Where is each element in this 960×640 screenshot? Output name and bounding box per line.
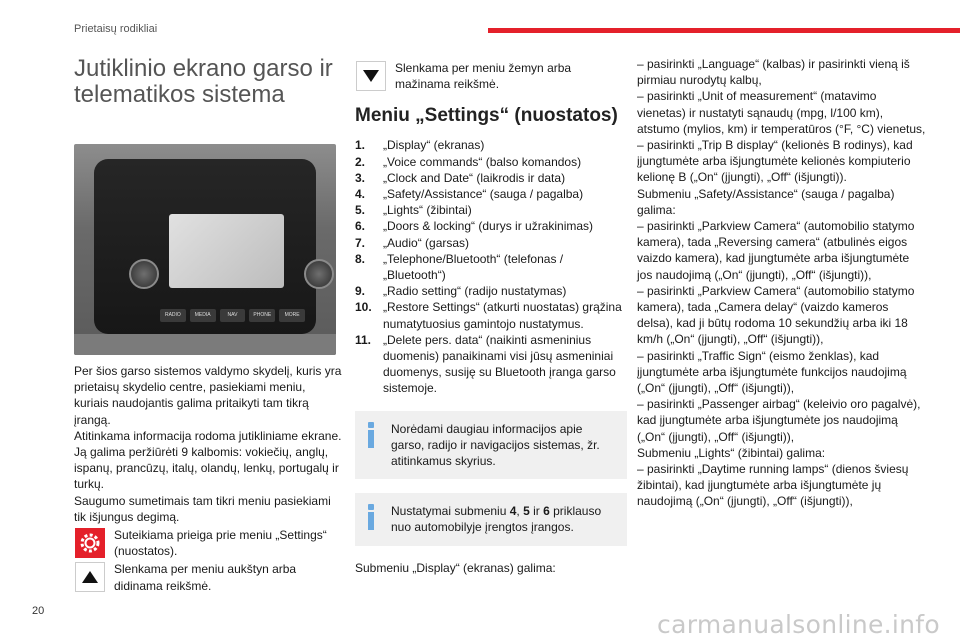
note-text: Nustatymai submeniu 4, 5 ir 6 priklauso nuo automobilyje įrengtos įrangos.: [391, 504, 602, 535]
dashboard-panel: [94, 159, 316, 334]
list-item: 9. „Radio setting“ (radijo nustatymas): [355, 284, 567, 299]
submenu-display-intro: Submeniu „Display“ (ekranas) galima:: [355, 560, 556, 575]
panel-buttons: [160, 309, 305, 322]
tune-knob: [304, 259, 334, 289]
watermark: carmanualsonline.info: [657, 610, 940, 639]
arrow-up-icon: [74, 561, 106, 593]
icon-row-scroll-down: [355, 60, 627, 92]
list-item: 5. „Lights“ (žibintai): [355, 203, 472, 218]
list-item: 7. „Audio“ (garsas): [355, 235, 470, 250]
column-1: [74, 56, 342, 594]
panel-lower-trim: [74, 334, 336, 355]
note-text: Norėdami daugiau informacijos apie garso, radijo ir navigacijos sistemas, žr. atitinkamus skyrius.: [391, 421, 600, 469]
column-2: [355, 56, 627, 576]
audio-panel-photo: [74, 144, 336, 355]
list-item: 2. „Voice commands“ (balso komandos): [355, 154, 582, 169]
page-number: 20: [32, 605, 45, 617]
settings-menu-list: [355, 137, 627, 396]
panel-button: RADIO: [160, 309, 186, 322]
panel-button: MEDIA: [190, 309, 216, 322]
intro-paragraph: Per šios garso sistemos valdymo skydelį, kuris yra prietaisų skydelio centre, pasiekiami meniu, kuriais naudojantis galima pritaikyti tam tikrą įrangą. Atitinkama informacija rodoma jutikliniame ekrane. Ją galima peržiūrėti 9 kalbomis: vokiečių, anglų, ispanų, prancūzų, italų, olandų, lenkų, portugalų ir turkų. Saugumo sumetimais tam tikri meniu pasiekiami tik išjungus degimą.: [74, 364, 342, 524]
panel-button: NAV: [220, 309, 246, 322]
info-note-equipment: [355, 493, 627, 545]
scroll-up-description: Slenkama per meniu aukštyn arba didinama reikšmė.: [114, 562, 297, 593]
column-3: [637, 56, 927, 510]
list-item: 11. „Delete pers. data“ (naikinti asmeninius duomenis) panaikinami visi jūsų asmeniniai duomenys, susiję su Bluetooth įranga garso sistemoje.: [355, 332, 616, 396]
submenu-options-text: – pasirinkti „Language“ (kalbas) ir pasirinkti vieną iš pirmiau nurodytų kalbų, – pasirinkti „Unit of measurement“ (matavimo vienetas) ir nustatyti sąnaudų (mpg, l/100 km), atstumo (mylios, km) ir temperatūros (°F, °C) vienetus, – pasirinkti „Trip B display“ (kelionės B rodinys), kad įjungtumėte arba išjungtumėte kelionės kompiuterio kelionę B („On“ (įjungti), „Off“ (išjungti)). Submeniu „Safety/Assistance“ (sauga / pagalba) galima: – pasirinkti „Parkview Camera“ (automobilio statymo kamera), tada „Reversing camera“ (atbulinės eigos vaizdo kamera), kad įjungtumėte arba išjungtumėte jos naudojimą („On“ (įjungti), „Off“ (išjungti)), – pasirinkti „Parkview Camera“ (automobilio statymo kamera), tada „Camera delay“ (vaizdo kameros delsa), kad ji būtų rodoma 10 sekundžių arba iki 18 km/h („On“ (įjungti), „Off“ (išjungti)), – pasirinkti „Traffic Sign“ (eismo ženklas), kad įjungtumėte arba išjungtumėte funkcijos naudojimą („On“ (įjungti), „Off“ (išjungti)), – pasirinkti „Passenger airbag“ (keleivio oro pagalvė), kad įjungtumėte arba išjungtumėte jos naudojimą („On“ (įjungti), „Off“ (išjungti)), Submeniu „Lights“ (žibintai) galima: – pasirinkti „Daytime running lamps“ (dienos šviesų žibintai), kad įjungtumėte arba išjungtumėte jų naudojimą („On“ (įjungti), „Off“ (išjungti)),: [637, 57, 926, 509]
scroll-down-description: Slenkama per meniu žemyn arba mažinama reikšmė.: [395, 61, 572, 92]
volume-knob: [129, 259, 159, 289]
section-title: Prietaisų rodikliai: [74, 23, 158, 35]
settings-gear-icon: [74, 527, 106, 559]
info-icon: [368, 504, 374, 530]
list-item: 4. „Safety/Assistance“ (sauga / pagalba): [355, 187, 584, 202]
list-item: 8. „Telephone/Bluetooth“ (telefonas / „Bluetooth“): [355, 251, 564, 283]
page-title: Jutiklinio ekrano garso ir telematikos sistema: [74, 55, 333, 108]
header-accent-bar: [488, 28, 960, 33]
list-item: 3. „Clock and Date“ (laikrodis ir data): [355, 170, 566, 185]
settings-description: Suteikiama prieiga prie meniu „Settings“ (nuostatos).: [114, 528, 327, 559]
touchscreen-display: [169, 214, 284, 288]
panel-button: PHONE: [249, 309, 275, 322]
list-item: 6. „Doors & locking“ (durys ir užrakinimas): [355, 219, 594, 234]
list-item: 10. „Restore Settings“ (atkurti nuostatas) grąžina numatytuosius gamintojo nustatymus.: [355, 300, 622, 331]
info-note-audio-systems: [355, 411, 627, 480]
icon-row-scroll-up: [74, 561, 342, 593]
list-item: 1. „Display“ (ekranas): [355, 138, 485, 153]
arrow-down-icon: [355, 60, 387, 92]
icon-row-settings: [74, 527, 342, 559]
settings-menu-heading: Meniu „Settings“ (nuostatos): [355, 105, 618, 127]
panel-button: MORE: [279, 309, 305, 322]
info-icon: [368, 422, 374, 448]
